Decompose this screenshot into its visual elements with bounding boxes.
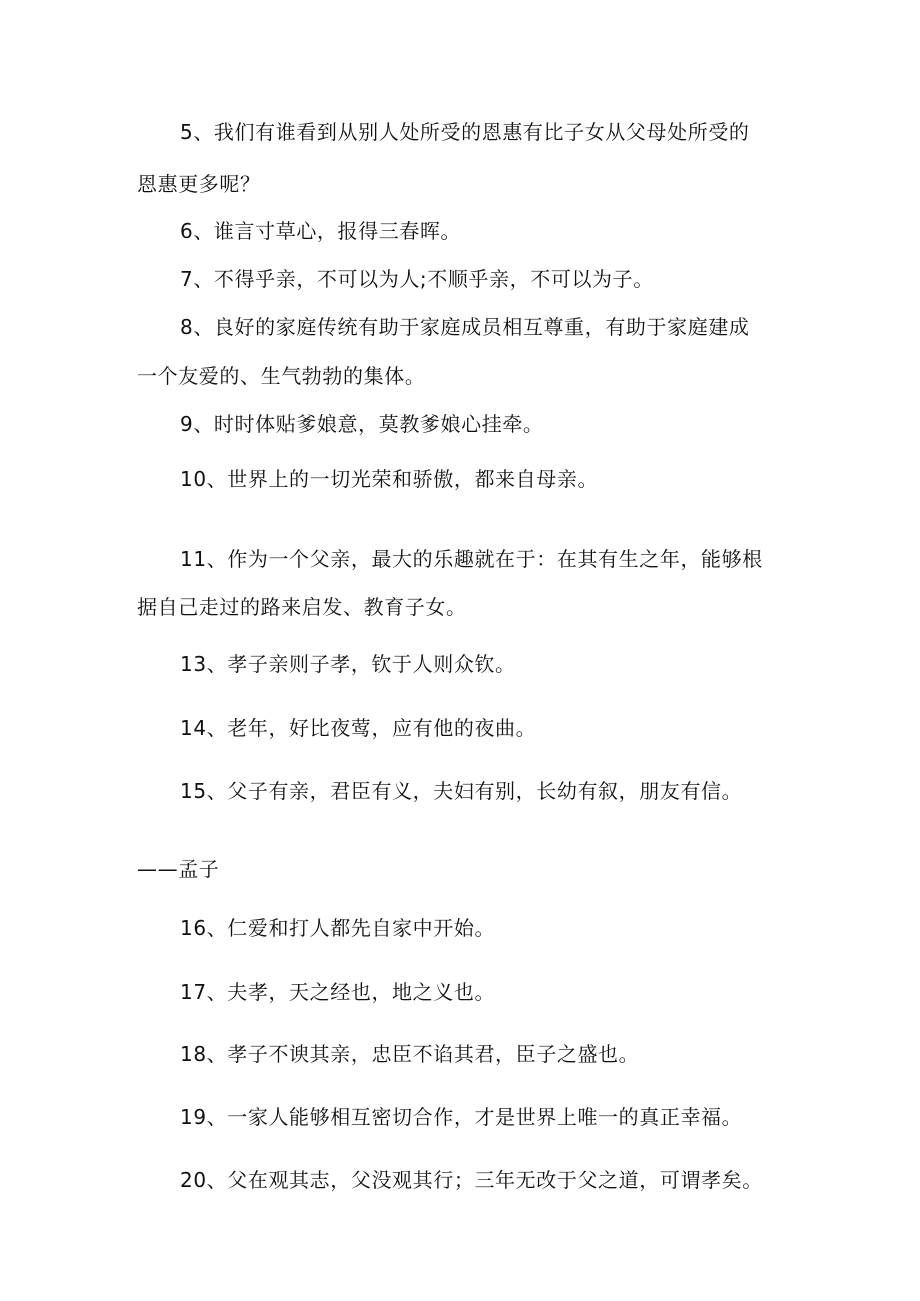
quote-11-line-1: 11、作为一个父亲，最大的乐趣就在于：在其有生之年，能够根: [180, 547, 763, 571]
quote-6: 6、谁言寸草心，报得三春晖。: [180, 219, 462, 243]
quote-5-line-1: 5、我们有谁看到从别人处所受的恩惠有比子女从父母处所受的: [180, 120, 750, 144]
quote-7: 7、不得乎亲，不可以为人;不顺乎亲，不可以为子。: [180, 267, 654, 291]
quote-5-line-2: 恩惠更多呢？: [137, 172, 261, 196]
quote-16: 16、仁爱和打人都先自家中开始。: [180, 916, 496, 940]
quote-8-line-1: 8、良好的家庭传统有助于家庭成员相互尊重，有助于家庭建成: [180, 315, 750, 339]
quote-18: 18、孝子不谀其亲，忠臣不谄其君，臣子之盛也。: [180, 1042, 640, 1066]
quote-8-line-2: 一个友爱的、生气勃勃的集体。: [137, 364, 426, 388]
quote-10: 10、世界上的一切光荣和骄傲，都来自母亲。: [180, 467, 599, 491]
quote-19: 19、一家人能够相互密切合作，才是世界上唯一的真正幸福。: [180, 1105, 743, 1129]
quote-14: 14、老年，好比夜莺，应有他的夜曲。: [180, 716, 537, 740]
quote-11-line-2: 据自己走过的路来启发、教育子女。: [137, 595, 467, 619]
quote-20: 20、父在观其志，父没观其行；三年无改于父之道，可谓孝矣。: [180, 1168, 763, 1192]
quote-9: 9、时时体贴爹娘意，莫教爹娘心挂牵。: [180, 412, 544, 436]
quote-13: 13、孝子亲则子孝，钦于人则众钦。: [180, 652, 516, 676]
quote-15-attribution: ——孟子: [137, 857, 220, 881]
quote-17: 17、夫孝，天之经也，地之义也。: [180, 980, 496, 1004]
quote-15: 15、父子有亲，君臣有义，夫妇有别，长幼有叙，朋友有信。: [180, 779, 743, 803]
